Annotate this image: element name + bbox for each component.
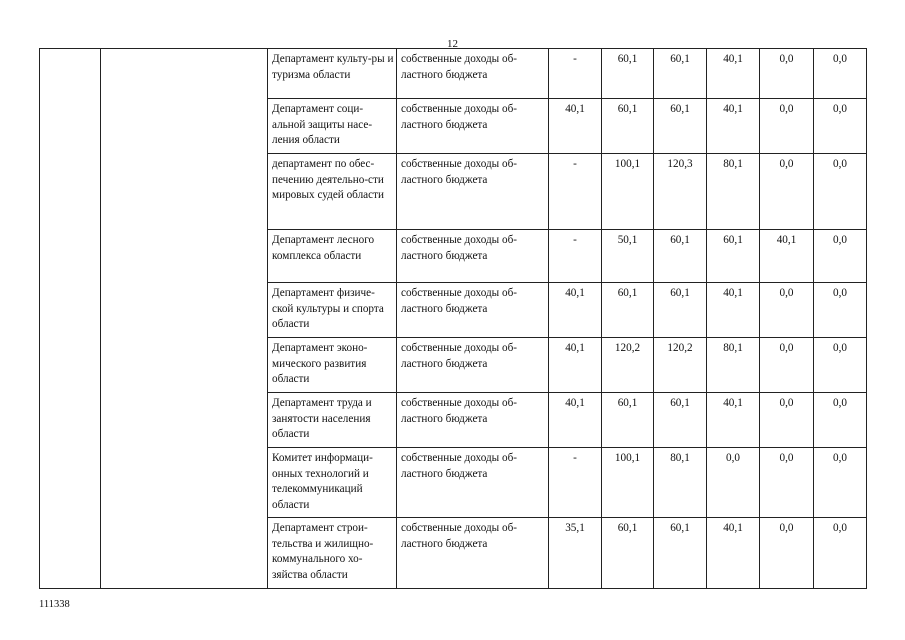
value-cell: 50,1 — [602, 230, 654, 283]
empty-column-2 — [101, 49, 268, 589]
value-cell: 0,0 — [814, 393, 867, 448]
value-cell: 60,1 — [654, 49, 707, 99]
value-cell: 0,0 — [814, 99, 867, 154]
value-cell: 0,0 — [707, 448, 760, 518]
source-cell: собственные доходы об-ластного бюджета — [397, 49, 549, 99]
value-cell: 0,0 — [814, 518, 867, 589]
value-cell: 0,0 — [760, 448, 814, 518]
value-cell: 120,2 — [602, 338, 654, 393]
value-cell: 35,1 — [549, 518, 602, 589]
value-cell: 120,2 — [654, 338, 707, 393]
department-cell: Комитет информаци-онных технологий и телекоммуникаций области — [268, 448, 397, 518]
value-cell: 0,0 — [814, 338, 867, 393]
value-cell: 120,3 — [654, 154, 707, 230]
value-cell: 40,1 — [549, 99, 602, 154]
department-cell: Департамент строи-тельства и жилищно-коммунального хо-зяйства области — [268, 518, 397, 589]
value-cell: 60,1 — [654, 99, 707, 154]
department-cell: Департамент эконо-мического развития области — [268, 338, 397, 393]
value-cell: 40,1 — [760, 230, 814, 283]
value-cell: 40,1 — [707, 518, 760, 589]
value-cell: 60,1 — [602, 99, 654, 154]
table-body — [40, 49, 867, 589]
value-cell: 40,1 — [549, 393, 602, 448]
value-cell: 0,0 — [814, 283, 867, 338]
value-cell: 0,0 — [814, 154, 867, 230]
budget-table — [39, 48, 867, 589]
value-cell: 60,1 — [654, 283, 707, 338]
value-cell: 0,0 — [760, 283, 814, 338]
value-cell: 0,0 — [760, 154, 814, 230]
department-cell: Департамент культу-ры и туризма области — [268, 49, 397, 99]
value-cell: 100,1 — [602, 448, 654, 518]
source-cell: собственные доходы об-ластного бюджета — [397, 338, 549, 393]
value-cell: 80,1 — [707, 154, 760, 230]
source-cell: собственные доходы об-ластного бюджета — [397, 448, 549, 518]
value-cell: - — [549, 230, 602, 283]
value-cell: 60,1 — [602, 49, 654, 99]
value-cell: 60,1 — [654, 230, 707, 283]
value-cell: 0,0 — [760, 49, 814, 99]
value-cell: 0,0 — [814, 49, 867, 99]
department-cell: Департамент лесного комплекса области — [268, 230, 397, 283]
table-row — [40, 49, 867, 99]
value-cell: 0,0 — [760, 393, 814, 448]
source-cell: собственные доходы об-ластного бюджета — [397, 393, 549, 448]
source-cell: собственные доходы об-ластного бюджета — [397, 154, 549, 230]
department-cell: Департамент физиче-ской культуры и спорта области — [268, 283, 397, 338]
source-cell: собственные доходы об-ластного бюджета — [397, 518, 549, 589]
value-cell: 40,1 — [707, 49, 760, 99]
source-cell: собственные доходы об-ластного бюджета — [397, 283, 549, 338]
value-cell: 80,1 — [707, 338, 760, 393]
value-cell: 60,1 — [707, 230, 760, 283]
department-cell: департамент по обес-печению деятельно-сти мировых судей области — [268, 154, 397, 230]
value-cell: 40,1 — [549, 283, 602, 338]
value-cell: 0,0 — [760, 99, 814, 154]
value-cell: 40,1 — [707, 283, 760, 338]
department-cell: Департамент соци-альной защиты насе-ления области — [268, 99, 397, 154]
value-cell: 40,1 — [549, 338, 602, 393]
value-cell: 0,0 — [814, 230, 867, 283]
value-cell: 40,1 — [707, 99, 760, 154]
empty-column-1 — [40, 49, 101, 589]
value-cell: - — [549, 49, 602, 99]
value-cell: 40,1 — [707, 393, 760, 448]
value-cell: 0,0 — [760, 518, 814, 589]
value-cell: 60,1 — [602, 518, 654, 589]
value-cell: 0,0 — [814, 448, 867, 518]
value-cell: 60,1 — [654, 393, 707, 448]
page-number: 12 — [447, 38, 458, 50]
value-cell: 60,1 — [654, 518, 707, 589]
value-cell: - — [549, 154, 602, 230]
value-cell: - — [549, 448, 602, 518]
value-cell: 60,1 — [602, 393, 654, 448]
value-cell: 60,1 — [602, 283, 654, 338]
source-cell: собственные доходы об-ластного бюджета — [397, 230, 549, 283]
value-cell: 80,1 — [654, 448, 707, 518]
document-code: 111338 — [39, 599, 70, 610]
value-cell: 100,1 — [602, 154, 654, 230]
value-cell: 0,0 — [760, 338, 814, 393]
department-cell: Департамент труда и занятости населения области — [268, 393, 397, 448]
source-cell: собственные доходы об-ластного бюджета — [397, 99, 549, 154]
